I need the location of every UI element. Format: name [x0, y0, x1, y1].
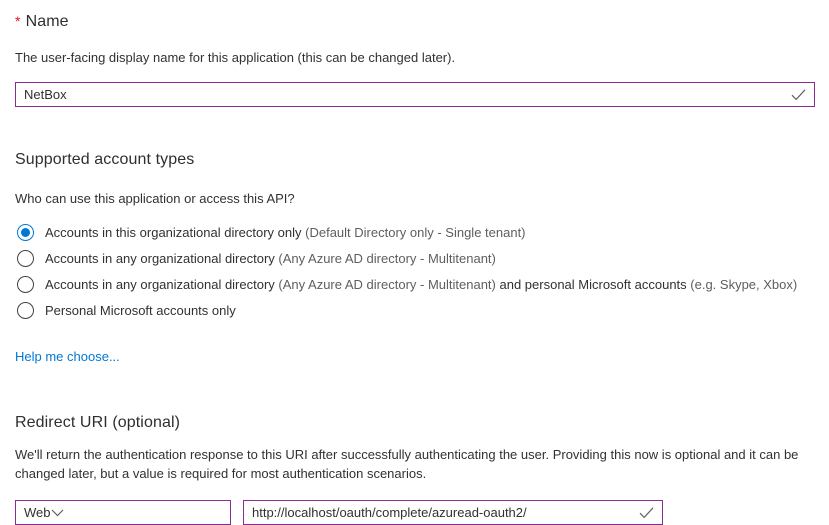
radio-label-text: Personal Microsoft accounts only [45, 302, 236, 318]
required-asterisk: * [15, 13, 21, 29]
radio-button[interactable] [17, 276, 34, 293]
radio-label-text: Accounts in any organizational directory [45, 276, 279, 292]
name-title-text: Name [25, 13, 69, 30]
radio-option-label [45, 225, 526, 240]
radio-button[interactable] [17, 302, 34, 319]
radio-option-label [45, 251, 496, 266]
radio-label-text: and personal Microsoft accounts [495, 276, 691, 292]
radio-option-label [45, 303, 236, 318]
redirect-uri-value: http://localhost/oauth/complete/azuread-oauth2/ [252, 505, 527, 520]
radio-button[interactable] [17, 250, 34, 267]
supported-account-types-title: Supported account types [15, 151, 195, 168]
name-section-title [15, 13, 815, 31]
radio-button[interactable] [17, 224, 34, 241]
platform-select[interactable] [15, 500, 231, 525]
redirect-uri-section [15, 414, 815, 525]
chevron-down-icon [51, 509, 64, 517]
account-types-radio-group [15, 219, 815, 323]
radio-label-hint: (Any Azure AD directory - Multitenant) [278, 250, 496, 266]
redirect-uri-controls [15, 500, 815, 525]
radio-option-single-tenant[interactable] [15, 219, 815, 245]
platform-select-value: Web [24, 505, 51, 520]
radio-option-multitenant-personal[interactable] [15, 271, 815, 297]
redirect-uri-title: Redirect URI (optional) [15, 414, 181, 431]
checkmark-icon [639, 507, 654, 519]
name-description: The user-facing display name for this application (this can be changed later). [15, 50, 456, 65]
radio-label-text: Accounts in any organizational directory [45, 250, 279, 266]
redirect-uri-input[interactable] [243, 500, 663, 525]
radio-label-text: Accounts in this organizational directory only [45, 224, 306, 240]
account-types-question: Who can use this application or access this API? [15, 191, 295, 206]
radio-option-personal-only[interactable] [15, 297, 815, 323]
checkmark-icon [791, 89, 806, 101]
name-input[interactable] [15, 82, 815, 107]
radio-option-multitenant[interactable] [15, 245, 815, 271]
radio-option-label [45, 277, 797, 292]
supported-account-types-section [15, 151, 815, 366]
radio-label-hint: (e.g. Skype, Xbox) [690, 276, 798, 292]
radio-label-hint: (Default Directory only - Single tenant) [305, 224, 526, 240]
redirect-uri-description: We'll return the authentication response to this URI after successfully authenticating the user. Providing this now is optional and it can be changed later, but a value is required for most authentication scenarios. [15, 447, 799, 481]
name-input-value: NetBox [24, 87, 67, 102]
help-me-choose-link[interactable]: Help me choose... [15, 349, 120, 364]
name-section [15, 13, 815, 107]
radio-label-hint: (Any Azure AD directory - Multitenant) [278, 276, 496, 292]
